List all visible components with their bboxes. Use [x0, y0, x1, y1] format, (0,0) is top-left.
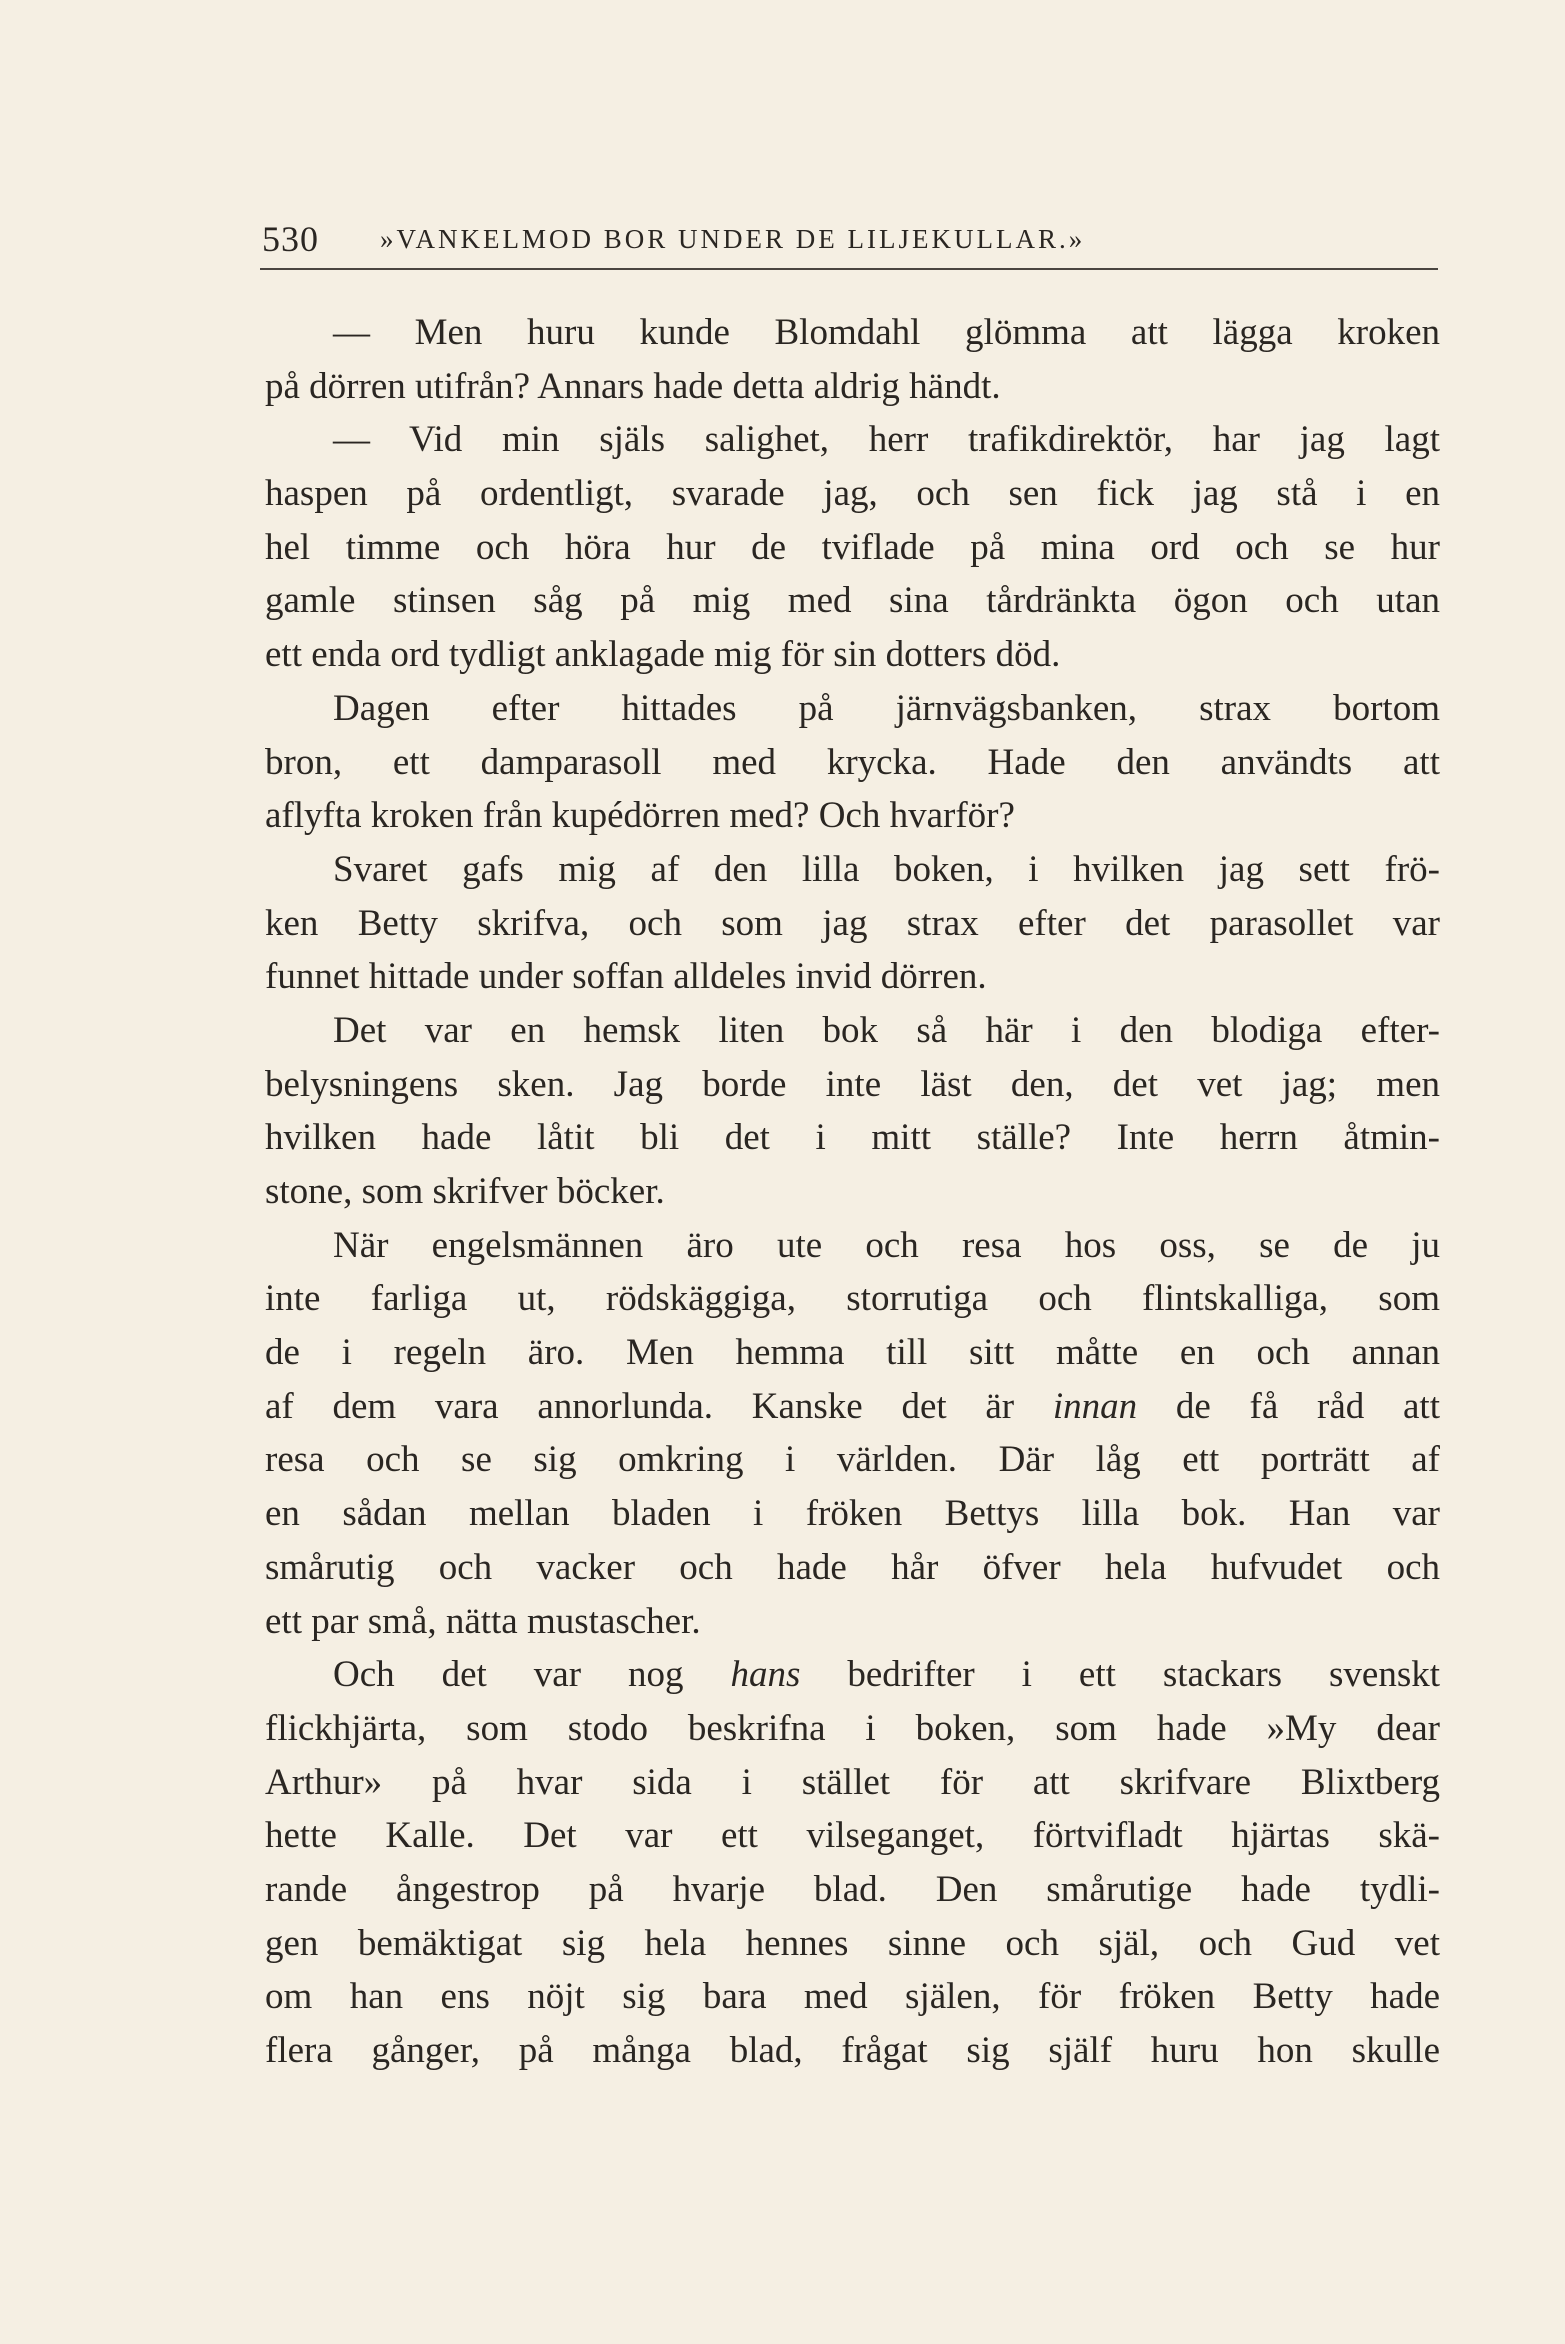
text-line: haspen på ordentligt, svarade jag, och sen fick jag stå i en	[265, 473, 1440, 515]
text-line: rande ångestrop på hvarje blad. Den smårutige hade tydli-	[265, 1868, 1440, 1910]
text-line: ett enda ord tydligt anklagade mig för sin dotters död.	[265, 634, 1061, 676]
text-line: Dagen efter hittades på järnvägsbanken, strax bortom	[333, 687, 1440, 729]
text-line: gen bemäktigat sig hela hennes sinne och själ, och Gud vet	[265, 1922, 1440, 1964]
text-line: aflyfta kroken från kupédörren med? Och hvarför?	[265, 795, 1015, 837]
text-line: hel timme och höra hur de tviflade på mina ord och se hur	[265, 526, 1440, 568]
text-line: smårutig och vacker och hade hår öfver hela hufvudet och	[265, 1546, 1440, 1588]
text-line: resa och se sig omkring i världen. Där låg ett porträtt af	[265, 1439, 1440, 1481]
text-line: Det var en hemsk liten bok så här i den blodiga efter-	[333, 1009, 1440, 1051]
text-line: funnet hittade under soffan alldeles invid dörren.	[265, 956, 987, 998]
text-line: stone, som skrifver böcker.	[265, 1171, 665, 1212]
running-head: »VANKELMOD BOR UNDER DE LILJEKULLAR.»	[380, 224, 1086, 254]
text-line: hette Kalle. Det var ett vilseganget, förtvifladt hjärtas skä-	[265, 1815, 1440, 1857]
text-line: — Men huru kunde Blomdahl glömma att lägga kroken	[333, 312, 1440, 353]
text-line: hvilken hade låtit bli det i mitt ställe? Inte herrn åtmin-	[265, 1117, 1440, 1159]
text-line: om han ens nöjt sig bara med själen, för fröken Betty hade	[265, 1976, 1440, 2018]
text-line: på dörren utifrån? Annars hade detta aldrig händt.	[265, 365, 1001, 407]
text-line	[265, 1380, 1440, 1434]
emphasis: innan	[1052, 1385, 1138, 1427]
text-line: Svaret gafs mig af den lilla boken, i hvilken jag sett frö-	[333, 848, 1440, 890]
page-number: 530	[262, 219, 319, 259]
page-header	[260, 210, 1438, 270]
text-line: När engelsmännen äro ute och resa hos oss, se de ju	[333, 1224, 1440, 1266]
text-segment: Och det var nog	[333, 1654, 731, 1696]
text-segment: de få råd att	[1137, 1385, 1440, 1427]
text-line: belysningens sken. Jag borde inte läst den, det vet jag; men	[265, 1063, 1440, 1105]
text-line: en sådan mellan bladen i fröken Bettys lilla bok. Han var	[265, 1493, 1440, 1535]
text-segment: af dem vara annorlunda. Kanske det är	[265, 1385, 1053, 1427]
text-line: ken Betty skrifva, och som jag strax efter det parasollet var	[265, 902, 1440, 944]
text-line: — Vid min själs salighet, herr trafikdirektör, har jag lagt	[333, 419, 1440, 461]
text-line	[265, 1648, 1440, 1702]
text-line: flera gånger, på många blad, frågat sig själf huru hon skulle	[265, 2030, 1440, 2071]
text-line: Arthur» på hvar sida i stället för att skrifvare Blixtberg	[265, 1761, 1440, 1803]
text-line: inte farliga ut, rödskäggiga, storrutiga och flintskalliga, som	[265, 1278, 1440, 1320]
text-segment: bedrifter i ett stackars svenskt	[800, 1654, 1440, 1696]
text-line: gamle stinsen såg på mig med sina tårdränkta ögon och utan	[265, 580, 1440, 622]
text-line: bron, ett damparasoll med krycka. Hade den användts att	[265, 741, 1440, 783]
text-body	[265, 306, 1440, 2078]
text-line: de i regeln äro. Men hemma till sitt måtte en och annan	[265, 1332, 1440, 1374]
text-line: ett par små, nätta mustascher.	[265, 1600, 701, 1642]
emphasis: hans	[730, 1654, 801, 1696]
text-line: flickhjärta, som stodo beskrifna i boken, som hade »My dear	[265, 1707, 1440, 1749]
